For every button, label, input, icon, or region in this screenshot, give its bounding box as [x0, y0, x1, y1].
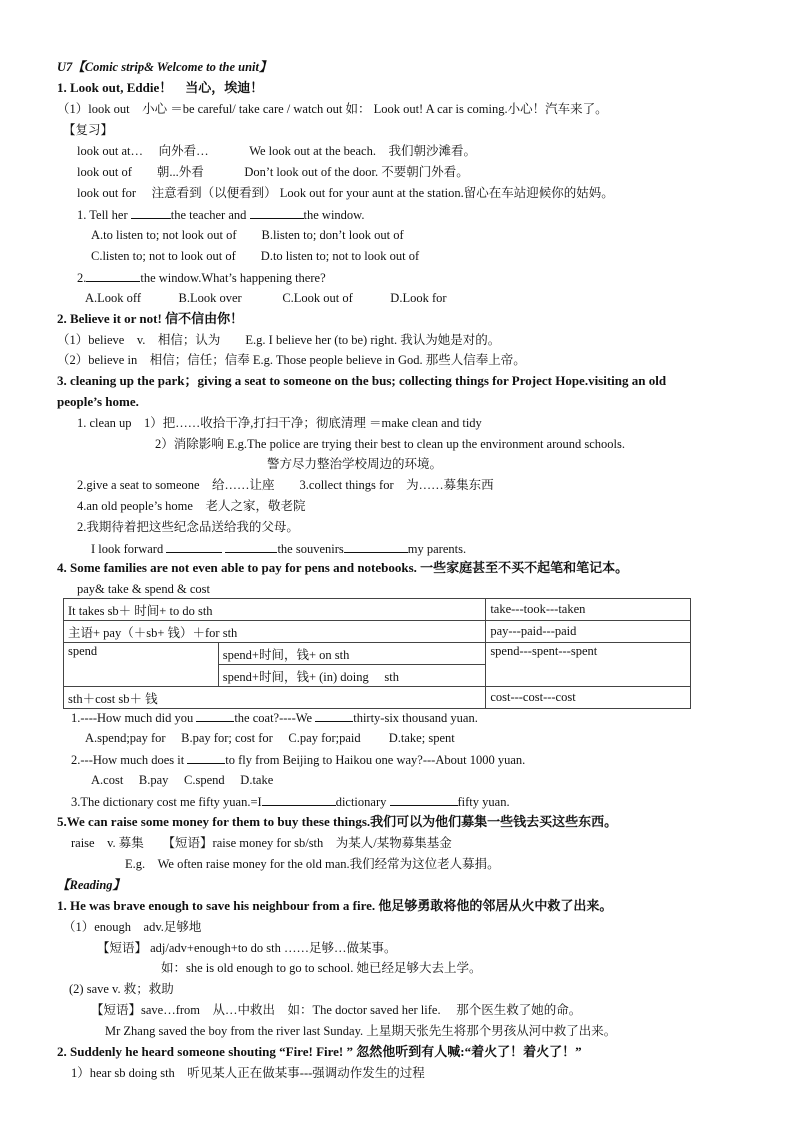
exercise-cost-2 [71, 750, 525, 769]
table-cell: spend [64, 643, 219, 687]
pay-take-spend-cost-table [63, 598, 691, 709]
section-3-line-5: 4.an old people’s home 老人之家，敬老院 [77, 499, 306, 513]
review-label: 【复习】 [63, 123, 114, 137]
section-3-heading-cont: people’s home. [57, 394, 139, 409]
exercise-cost-1 [71, 708, 478, 727]
q-text: 1. Tell her [77, 208, 128, 222]
reading-line-1: （1）enough adv.足够地 [63, 920, 202, 934]
section-5-line-2: E.g. We often raise money for the old man.我们经常为这位老人募捐。 [125, 857, 500, 871]
section-4-heading: 4. Some families are not even able to pay for pens and notebooks. 一些家庭甚至不买不起笔和笔记本。 [57, 560, 629, 575]
table-row [64, 687, 691, 709]
q-text: 2. [77, 271, 87, 285]
answer-blank[interactable] [344, 539, 408, 553]
q-text: the coat?----We [234, 711, 313, 725]
section-3-heading: 3. cleaning up the park；giving a seat to someone on the bus; collecting things for Project Hope.visiting an old [57, 373, 667, 388]
q-text: 3.The dictionary cost me fifty yuan.=I [71, 795, 262, 809]
exercise-1-question [77, 205, 365, 224]
q-text: the window. [303, 208, 365, 222]
reading-label: 【Reading】 [57, 878, 126, 892]
table-cell: pay---paid---paid [486, 621, 691, 643]
q-text: my parents. [407, 542, 467, 556]
answer-blank[interactable] [86, 268, 140, 282]
section-3-line-2: 2）消除影响 E.g.The police are trying their best to clean up the environment around schools. [155, 437, 626, 451]
answer-blank[interactable] [196, 708, 234, 722]
answer-blank[interactable] [262, 792, 336, 806]
section-3-line-4: 2.give a seat to someone 给……让座 3.collect things for 为……募集东西 [77, 478, 494, 492]
exercise-2-question [77, 268, 326, 287]
section-3-line-1: 1. clean up 1）把……收拾干净,打扫干净；彻底清理 ＝make clean and tidy [77, 416, 482, 430]
section-2-line-1: （1）believe v. 相信；认为 E.g. I believe her (to be) right. 我认为她是对的。 [57, 333, 501, 347]
table-cell: sth＋cost sb＋ 钱 [64, 687, 486, 709]
reading-line-2: 【短语】 adj/adv+enough+to do sth ……足够…做某事。 [97, 941, 397, 955]
answer-blank[interactable] [250, 205, 304, 219]
reading-line-5: 【短语】save…from 从…中救出 如：The doctor saved her life. 那个医生救了她的命。 [91, 1003, 582, 1017]
section-2-line-2: （2）believe in 相信；信任；信奉 E.g. Those people believe in God. 那些人信奉上帝。 [57, 353, 526, 367]
section-3-line-6: 2.我期待着把这些纪念品送给我的父母。 [77, 520, 299, 534]
review-line-1: look out at… 向外看… We look out at the beach. 我们朝沙滩看。 [77, 144, 476, 158]
section-5-line-1: raise v. 募集 【短语】raise money for sb/sth 为某人/某物募集基金 [71, 836, 452, 850]
table-caption: pay& take & spend & cost [77, 582, 210, 596]
exercise-cost-1-options: A.spend;pay for B.pay for; cost for C.pay for;paid D.take; spent [85, 731, 455, 745]
table-row [64, 621, 691, 643]
exercise-cost-2-options: A.cost B.pay C.spend D.take [91, 773, 274, 787]
exercise-1-options-a: A.to listen to; not look out of B.listen to; don’t look out of [91, 228, 404, 242]
unit-title: U7【Comic strip& Welcome to the unit】 [57, 60, 272, 74]
table-cell: spend+时间，钱+ on sth [218, 643, 486, 665]
reading-heading-2: 2. Suddenly he heard someone shouting “Fire! Fire! ” 忽然他听到有人喊:“着火了！着火了！” [57, 1044, 582, 1059]
reading-line-4: (2) save v. 救；救助 [69, 982, 174, 996]
table-row [64, 599, 691, 621]
table-row [64, 643, 691, 665]
table-cell: spend---spent---spent [486, 643, 691, 687]
translation-exercise [91, 539, 466, 558]
q-text: fifty yuan. [457, 795, 510, 809]
q-text: 1.----How much did you [71, 711, 194, 725]
q-text: dictionary [335, 795, 387, 809]
table-cell: spend+时间，钱+ (in) doing sth [218, 665, 486, 687]
reading-line-3: 如：she is old enough to go to school. 她已经足够大去上学。 [161, 961, 482, 975]
table-cell: 主语+ pay（＋sb+ 钱）＋for sth [64, 621, 486, 643]
section-1-line-1: （1）look out 小心 ＝be careful/ take care / watch out 如： Look out! A car is coming.小心！汽车来了。 [57, 102, 608, 116]
q-text: 2.---How much does it [71, 753, 185, 767]
answer-blank[interactable] [390, 792, 458, 806]
section-5-heading: 5.We can raise some money for them to buy these things.我们可以为他们募集一些钱去买这些东西。 [57, 814, 618, 829]
q-text: I look forward [91, 542, 164, 556]
reading-heading-1: 1. He was brave enough to save his neighbour from a fire. 他足够勇敢将他的邻居从火中救了出来。 [57, 898, 613, 913]
table-cell: take---took---taken [486, 599, 691, 621]
q-text: the window.What’s happening there? [140, 271, 326, 285]
table-cell: cost---cost---cost [486, 687, 691, 709]
exercise-2-options: A.Look off B.Look over C.Look out of D.Look for [85, 291, 447, 305]
review-line-2: look out of 朝...外看 Don’t look out of the door. 不要朝门外看。 [77, 165, 469, 179]
exercise-cost-3 [71, 792, 510, 811]
answer-blank[interactable] [315, 708, 353, 722]
section-1-heading: 1. Look out, Eddie！ 当心，埃迪！ [57, 80, 264, 95]
q-text: the teacher and [170, 208, 247, 222]
exercise-1-options-b: C.listen to; not to look out of D.to listen to; not to look out of [91, 249, 420, 263]
section-3-line-3: 警方尽力整治学校周边的环境。 [267, 457, 443, 471]
answer-blank[interactable] [166, 539, 222, 553]
review-line-3: look out for 注意看到（以便看到） Look out for your aunt at the station.留心在车站迎候你的姑妈。 [77, 186, 614, 200]
section-2-heading: 2. Believe it or not! 信不信由你！ [57, 311, 244, 326]
answer-blank[interactable] [225, 539, 277, 553]
answer-blank[interactable] [131, 205, 171, 219]
q-text: the souvenirs [277, 542, 344, 556]
answer-blank[interactable] [187, 750, 225, 764]
q-text: to fly from Beijing to Haikou one way?---About 1000 yuan. [225, 753, 526, 767]
reading-line-7: 1）hear sb doing sth 听见某人正在做某事---强调动作发生的过程 [71, 1066, 425, 1080]
reading-line-6: Mr Zhang saved the boy from the river last Sunday. 上星期天张先生将那个男孩从河中救了出来。 [105, 1024, 617, 1038]
table-cell: It takes sb＋ 时间+ to do sth [64, 599, 486, 621]
q-text: thirty-six thousand yuan. [353, 711, 478, 725]
